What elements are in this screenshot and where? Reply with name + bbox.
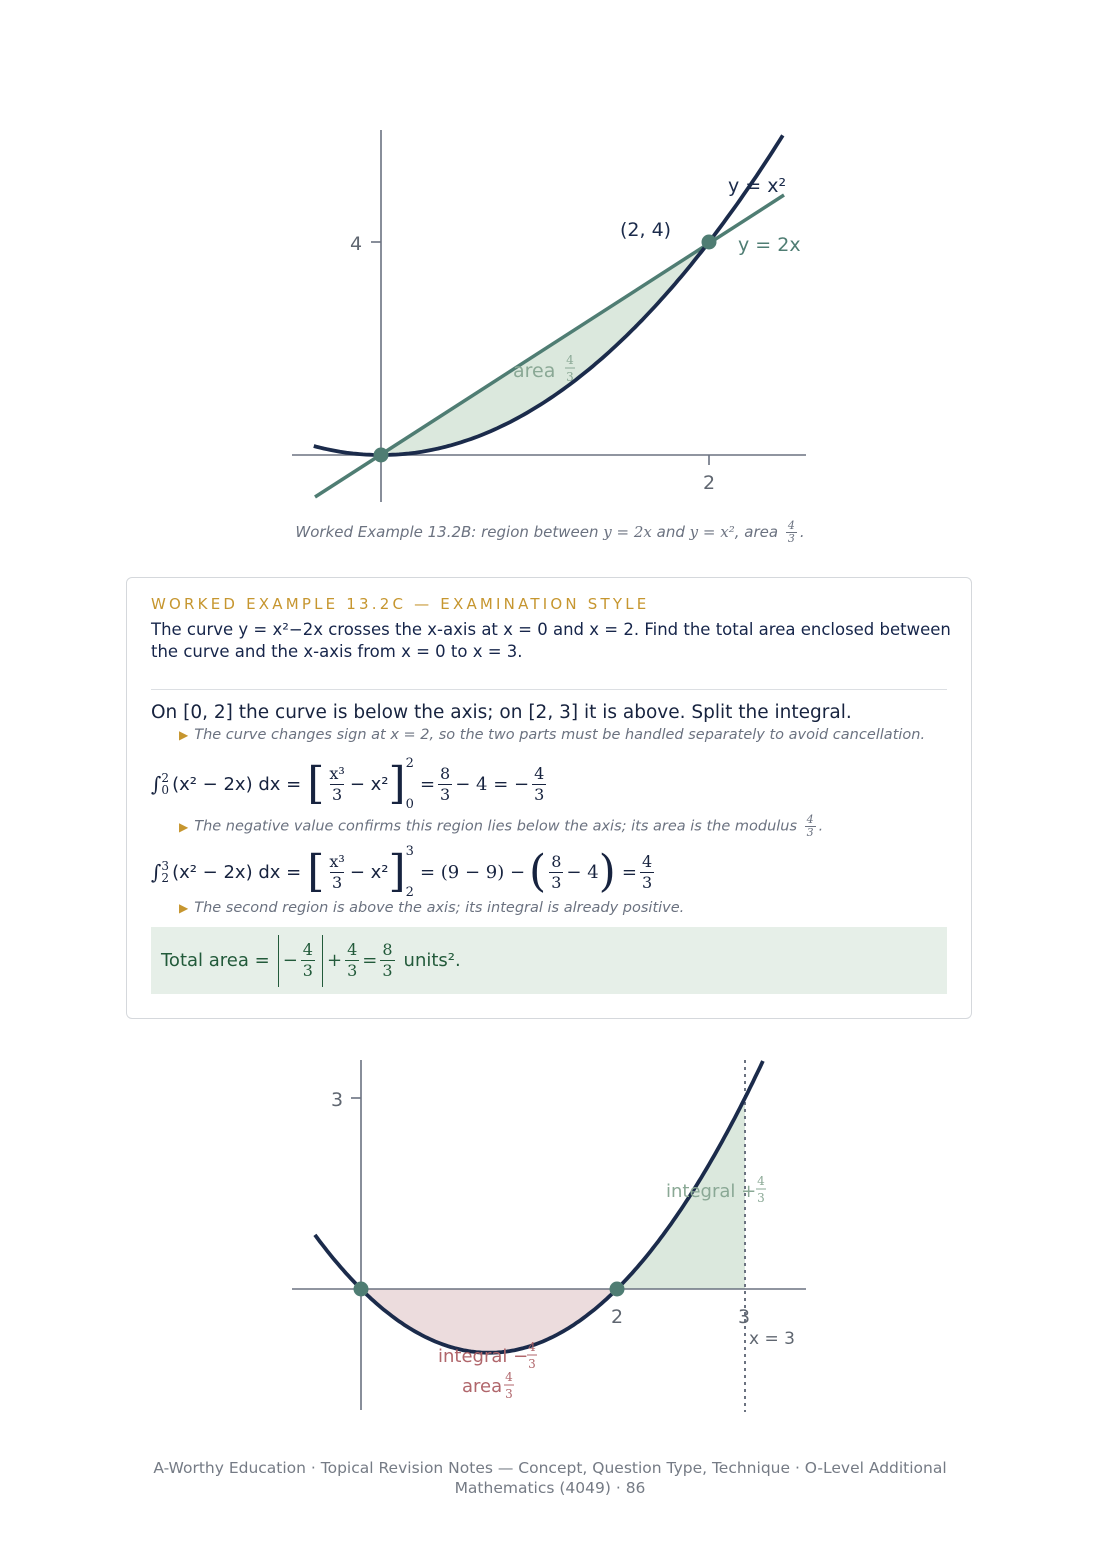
bracket-fraction — [327, 852, 346, 893]
equation-middle: = (9 − 9) − — [419, 861, 526, 883]
positive-integral-label: integral + — [666, 1181, 757, 1202]
note-2: ▶ The negative value confirms this region lies below the axis; its area is the modulus $\frac{4}{3}$ . — [179, 813, 824, 839]
page-footer: A-Worthy Education · Topical Revision Notes — Concept, Question Type, Technique · O-Level Additional Mathematics (4049) · 86 — [153, 1459, 947, 1497]
paren-rest: − 4 — [566, 861, 599, 883]
graph-split-integral — [0, 1040, 1100, 1420]
a-num: 4 — [302, 940, 313, 959]
area-num: 4 — [505, 1370, 513, 1384]
bullet-triangle-icon: ▶ — [179, 728, 189, 742]
frac-den: 3 — [332, 872, 343, 892]
frac-den: 3 — [332, 784, 343, 804]
card-prompt: The curve y = x²−2x crosses the x-axis at x = 0 and x = 2. Find the total area enclosed between the curve and the x-axis from x = 0 to x = 3. — [151, 620, 951, 661]
b-num: 4 — [347, 940, 358, 959]
bracket-open: [ — [307, 846, 325, 897]
total-area-box — [151, 927, 947, 994]
result-rest: − 4 = − — [455, 773, 530, 795]
r1-den: 3 — [440, 784, 451, 804]
eval-top: 3 — [405, 844, 414, 859]
integrand: (x² − 2x) dx = — [172, 861, 302, 883]
bracket-close: ] — [388, 758, 406, 809]
plus-sign: + — [326, 950, 343, 971]
note-2-fraction — [805, 814, 816, 839]
integrand: (x² − 2x) dx = — [172, 773, 302, 795]
graph-line-vs-parabola — [0, 0, 1100, 515]
curve-label: y = x² — [728, 175, 787, 197]
bracket-rest: − x² — [349, 861, 389, 883]
evaluation-limits — [406, 844, 414, 900]
caption-eq2: y = x² — [689, 523, 735, 541]
caption-end: . — [799, 523, 805, 541]
negative-integral-den: 3 — [528, 1357, 536, 1371]
p-num: 8 — [551, 851, 562, 871]
lower-limit: 0 — [161, 783, 170, 797]
upper-limit: 2 — [161, 771, 170, 785]
area-label: area — [513, 360, 556, 382]
equals: = — [362, 950, 378, 971]
integral-sign-icon: ∫ — [151, 860, 162, 884]
units: units². — [403, 950, 461, 971]
note-1-text: The curve changes sign at x = 2, so the two parts must be handled separately to avoid cancellation. — [194, 727, 926, 743]
result-fraction — [640, 852, 654, 893]
r2-den: 3 — [534, 784, 545, 804]
b-den: 3 — [347, 961, 358, 980]
result-fraction-1 — [438, 764, 452, 805]
bullet-triangle-icon: ▶ — [179, 819, 189, 834]
curve-y-x2 — [314, 135, 783, 455]
eval-bottom: 0 — [405, 797, 414, 812]
paren-close: ) — [598, 846, 616, 897]
p-den: 3 — [551, 872, 562, 892]
lower-limit: 2 — [161, 871, 170, 885]
integral-sign-icon: ∫ — [151, 772, 162, 796]
equals: = — [621, 861, 637, 883]
root-point-2 — [610, 1282, 625, 1297]
evaluation-limits — [406, 756, 414, 812]
r2-num: 4 — [534, 763, 545, 783]
result-fraction-2 — [532, 764, 546, 805]
y-tick-label: 4 — [349, 233, 363, 255]
c-den: 3 — [382, 961, 393, 980]
positive-integral-num: 4 — [757, 1174, 765, 1188]
note-3-text: The second region is above the axis; its integral is already positive. — [194, 900, 685, 916]
integral-equation-2 — [151, 844, 657, 900]
negative-integral-label: integral − — [438, 1346, 529, 1367]
x-tick-label-2: 2 — [610, 1306, 624, 1328]
note-2-text: The negative value confirms this region lies below the axis; its area is the modulus — [194, 818, 798, 835]
c-num: 8 — [382, 940, 393, 959]
abs-bar-left — [278, 935, 279, 987]
paren-fraction — [549, 852, 563, 893]
area-denominator: 3 — [566, 370, 574, 384]
divider — [151, 689, 947, 690]
total-fraction-b — [345, 940, 359, 981]
total-fraction-c — [380, 940, 394, 981]
integral-limits — [161, 772, 169, 796]
caption-area-fraction — [786, 520, 797, 545]
paren-open: ( — [529, 846, 547, 897]
r-num: 4 — [641, 851, 653, 871]
intersection-point-2-4 — [702, 235, 717, 250]
caption-num: 4 — [787, 519, 795, 532]
integral-limits — [161, 860, 169, 884]
line-label: y = 2x — [738, 234, 801, 256]
integral-equation-1 — [151, 756, 549, 812]
area-den: 3 — [505, 1387, 513, 1401]
bracket-close: ] — [388, 846, 406, 897]
area-numerator: 4 — [566, 353, 574, 367]
frac-num: x³ — [329, 763, 345, 783]
note-3 — [179, 900, 684, 916]
note-2-num: 4 — [806, 813, 814, 826]
x-tick-label: 2 — [702, 472, 716, 494]
figure-caption — [0, 520, 1100, 545]
area-label: area — [462, 1376, 503, 1397]
worked-example-card — [126, 577, 972, 1019]
card-eyebrow: WORKED EXAMPLE 13.2C — EXAMINATION STYLE — [151, 595, 650, 613]
negative-integral-num: 4 — [528, 1340, 536, 1354]
caption-and: and — [651, 523, 690, 541]
r1-num: 8 — [440, 763, 451, 783]
eval-top: 2 — [405, 756, 414, 771]
frac-num: x³ — [329, 851, 345, 871]
upper-limit: 3 — [161, 859, 170, 873]
positive-integral-den: 3 — [757, 1191, 765, 1205]
note-2-den: 3 — [806, 826, 814, 839]
bracket-fraction — [327, 764, 346, 805]
minus-sign: − — [282, 950, 298, 971]
abs-bar-right — [322, 935, 323, 987]
total-fraction-a — [301, 940, 315, 981]
caption-den: 3 — [787, 532, 795, 545]
total-label: Total area = — [161, 950, 270, 971]
point-label: (2, 4) — [620, 219, 672, 241]
r-den: 3 — [641, 872, 653, 892]
equals: = — [419, 773, 436, 795]
caption-text: Worked Example 13.2B: region between — [295, 523, 604, 541]
note-1 — [179, 727, 925, 743]
solution-lead: On [0, 2] the curve is below the axis; on [2, 3] it is above. Split the integral. — [151, 702, 852, 723]
caption-area-text: , area — [734, 523, 783, 541]
bullet-triangle-icon: ▶ — [179, 901, 189, 915]
eval-bottom: 2 — [405, 885, 414, 900]
root-point-0 — [354, 1282, 369, 1297]
y-tick-label: 3 — [330, 1089, 344, 1111]
x-tick-label-3: 3 — [737, 1306, 751, 1328]
bracket-rest: − x² — [349, 773, 389, 795]
vertical-line-label: x = 3 — [749, 1329, 795, 1349]
intersection-point-origin — [374, 448, 389, 463]
bracket-open: [ — [307, 758, 325, 809]
a-den: 3 — [302, 961, 313, 980]
caption-eq1: y = 2x — [603, 523, 652, 541]
